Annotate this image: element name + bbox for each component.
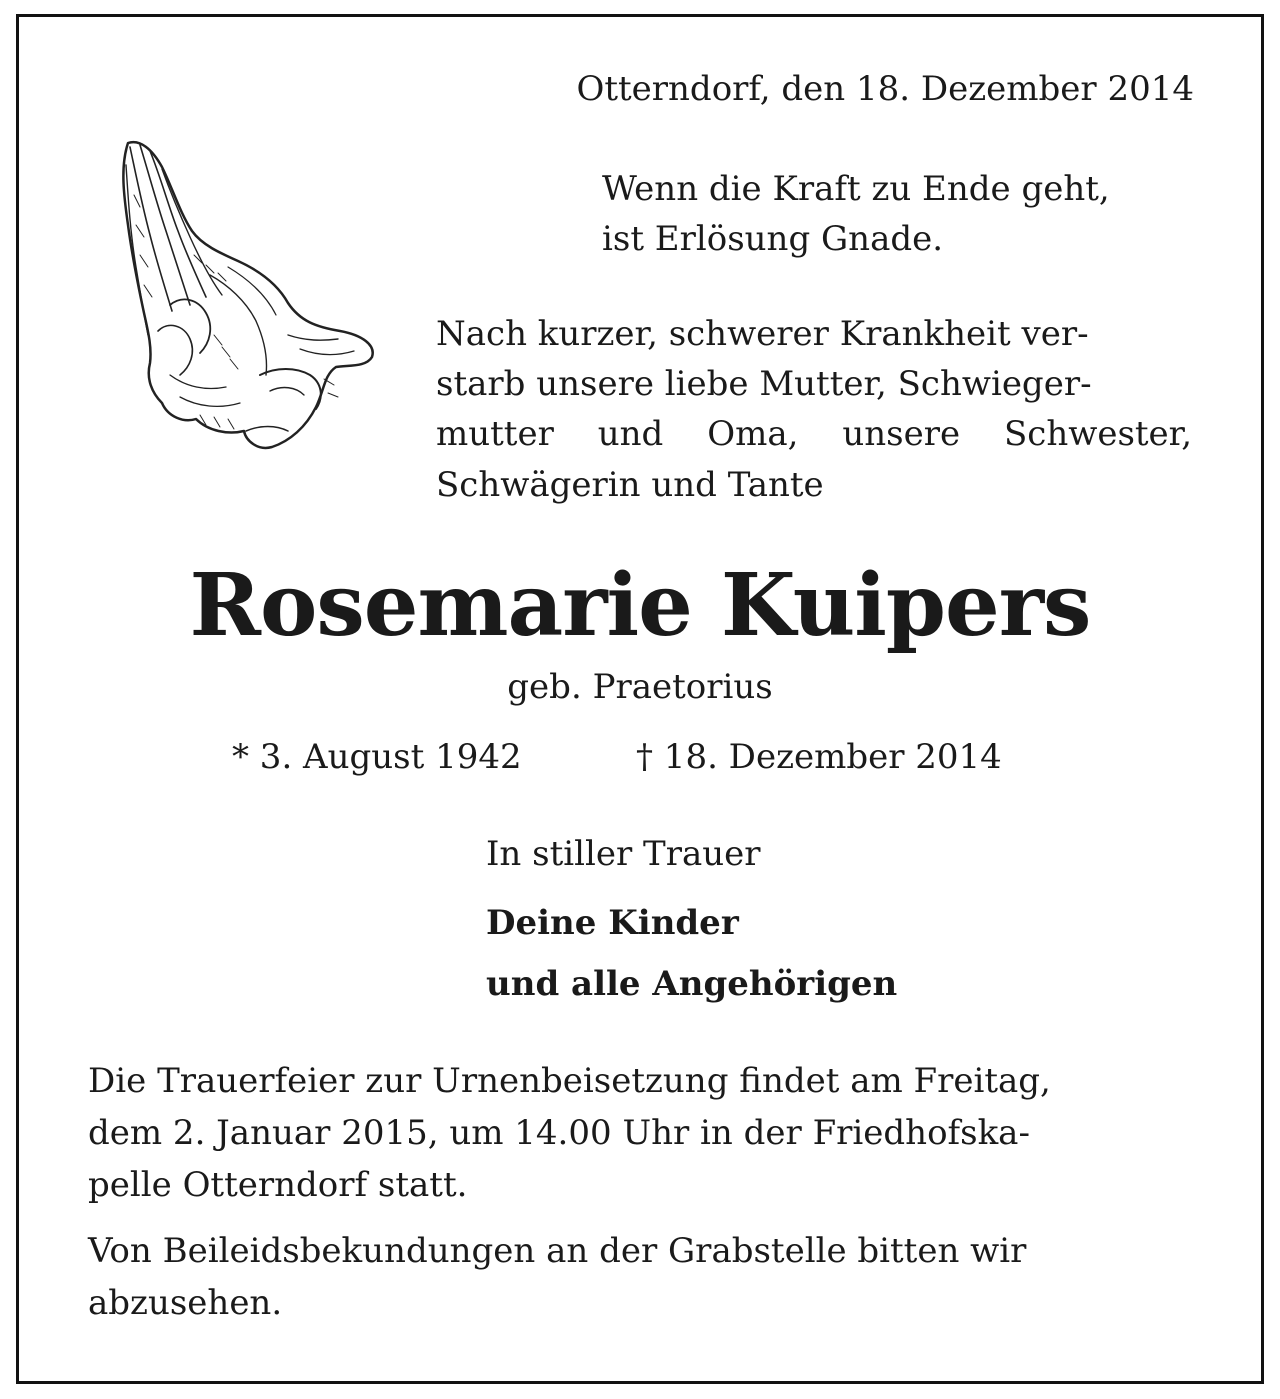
intro-word: Schwester, bbox=[1003, 414, 1192, 454]
praying-hands-icon bbox=[110, 135, 385, 455]
intro-word: mutter bbox=[436, 414, 554, 454]
intro-line-2: starb unsere liebe Mutter, Schwieger- bbox=[436, 364, 1092, 404]
deceased-name: Rosemarie Kuipers bbox=[189, 555, 1091, 656]
motto-line-2: ist Erlösung Gnade. bbox=[602, 219, 944, 259]
mourners-line-1: Deine Kinder bbox=[486, 903, 739, 943]
birth-name: geb. Praetorius bbox=[507, 667, 773, 707]
mourners-line-2: und alle Angehörigen bbox=[486, 964, 898, 1004]
birth-date: * 3. August 1942 bbox=[232, 737, 522, 777]
death-date: † 18. Dezember 2014 bbox=[636, 737, 1002, 777]
intro-line-1: Nach kurzer, schwerer Krankheit ver- bbox=[436, 314, 1089, 354]
intro-word: Oma, bbox=[707, 414, 799, 454]
condolence-line-2: abzusehen. bbox=[88, 1283, 283, 1323]
funeral-line-2: dem 2. Januar 2015, um 14.00 Uhr in der Friedhofska- bbox=[88, 1113, 1030, 1153]
intro-word: unsere bbox=[842, 414, 961, 454]
condolence-line-1: Von Beileidsbekundungen an der Grabstelle bitten wir bbox=[88, 1231, 1027, 1271]
intro-line-4: Schwägerin und Tante bbox=[436, 465, 824, 505]
mourning-intro: In stiller Trauer bbox=[486, 834, 761, 874]
funeral-line-3: pelle Otterndorf statt. bbox=[88, 1165, 468, 1205]
motto-line-1: Wenn die Kraft zu Ende geht, bbox=[602, 169, 1110, 209]
funeral-line-1: Die Trauerfeier zur Urnenbeisetzung findet am Freitag, bbox=[88, 1061, 1051, 1101]
intro-word: und bbox=[597, 414, 664, 454]
place-date: Otterndorf, den 18. Dezember 2014 bbox=[576, 69, 1194, 109]
intro-line-3 bbox=[436, 409, 1192, 459]
